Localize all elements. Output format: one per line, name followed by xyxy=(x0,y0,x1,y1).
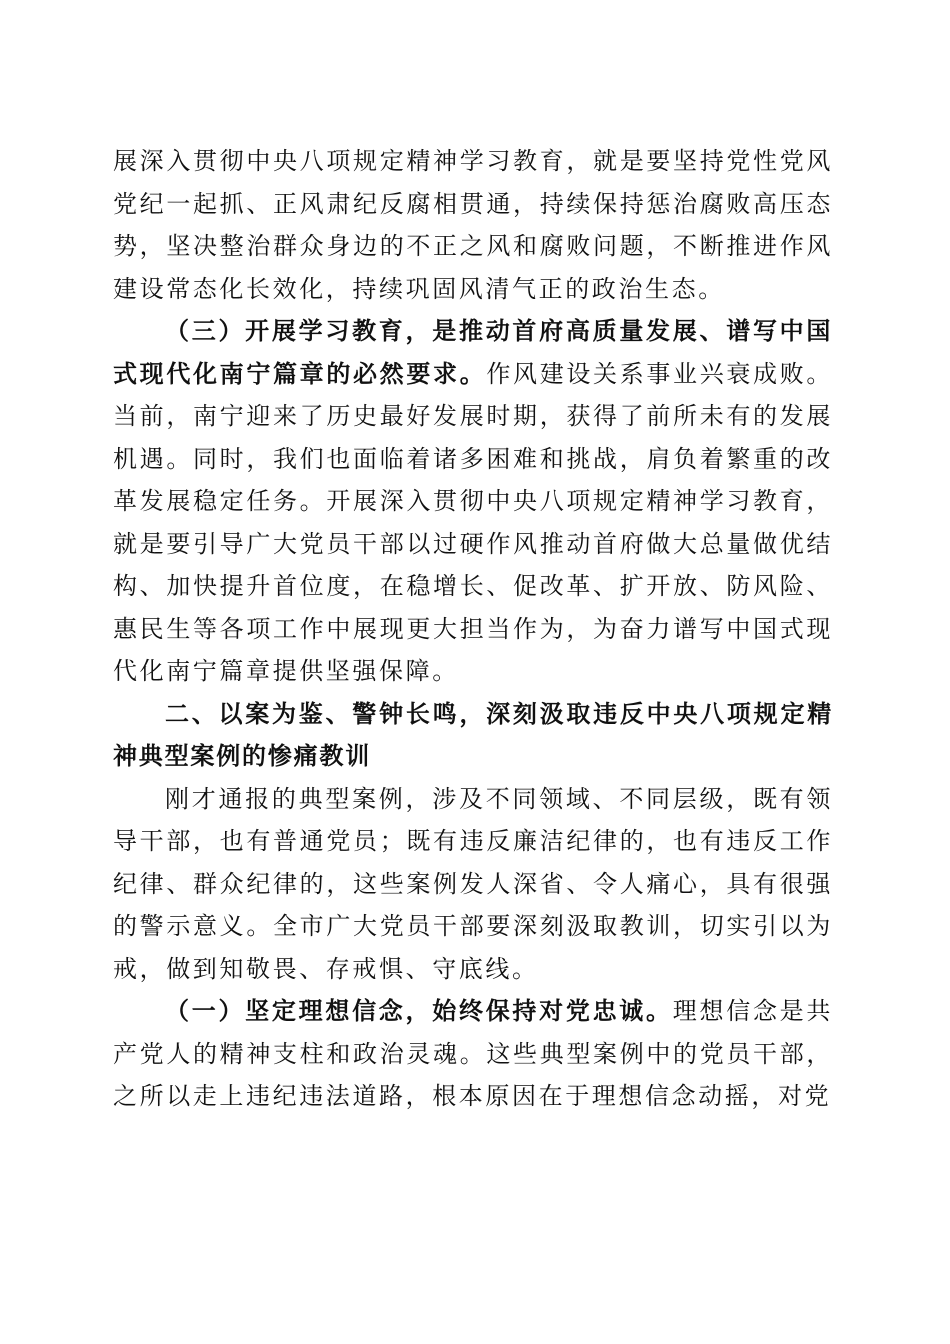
heading-text: 二、以案为鉴、警钟长鸣，深刻汲取违反中央八项规定精神典型案例的惨痛教训 xyxy=(113,699,833,770)
paragraph-lead-sentence: （一）坚定理想信念，始终保持对党忠诚。 xyxy=(165,996,673,1025)
paragraph-text: 刚才通报的典型案例，涉及不同领域、不同层级，既有领导干部，也有普通党员；既有违反廉洁纪律的，也有违反工作纪律、群众纪律的，这些案例发人深省、令人痛心，具有很强的警示意义。全市广大党员干部要深刻汲取教训，切实引以为戒，做到知敬畏、存戒惧、守底线。 xyxy=(113,784,833,983)
paragraph-section-3 xyxy=(113,310,833,693)
paragraph-continuation xyxy=(113,140,833,310)
paragraph-text: 作风建设关系事业兴衰成败。当前，南宁迎来了历史最好发展时期，获得了前所未有的发展机遇。同时，我们也面临着诸多困难和挑战，肩负着繁重的改革发展稳定任务。开展深入贯彻中央八项规定精神学习教育，就是要引导广大党员干部以过硬作风推动首府做大总量做优结构、加快提升首位度，在稳增长、促改革、扩开放、防风险、惠民生等各项工作中展现更大担当作为，为奋力谱写中国式现代化南宁篇章提供坚强保障。 xyxy=(113,359,833,685)
paragraph-section-1 xyxy=(113,990,833,1118)
paragraph-lead-sentence: （三）开展学习教育，是推动首府高质量发展、谱写中国式现代化南宁篇章的必然要求。 xyxy=(113,316,833,388)
section-heading-2 xyxy=(113,693,833,778)
document-body xyxy=(113,140,833,1118)
paragraph-intro xyxy=(113,778,833,991)
paragraph-text: 展深入贯彻中央八项规定精神学习教育，就是要坚持党性党风党纪一起抓、正风肃纪反腐相贯通，持续保持惩治腐败高压态势，坚决整治群众身边的不正之风和腐败问题，不断推进作风建设常态化长效化，持续巩固风清气正的政治生态。 xyxy=(113,147,833,303)
paragraph-text: 理想信念是共产党人的精神支柱和政治灵魂。这些典型案例中的党员干部，之所以走上违纪违法道路，根本原因在于理想信念动摇，对党 xyxy=(113,997,833,1110)
